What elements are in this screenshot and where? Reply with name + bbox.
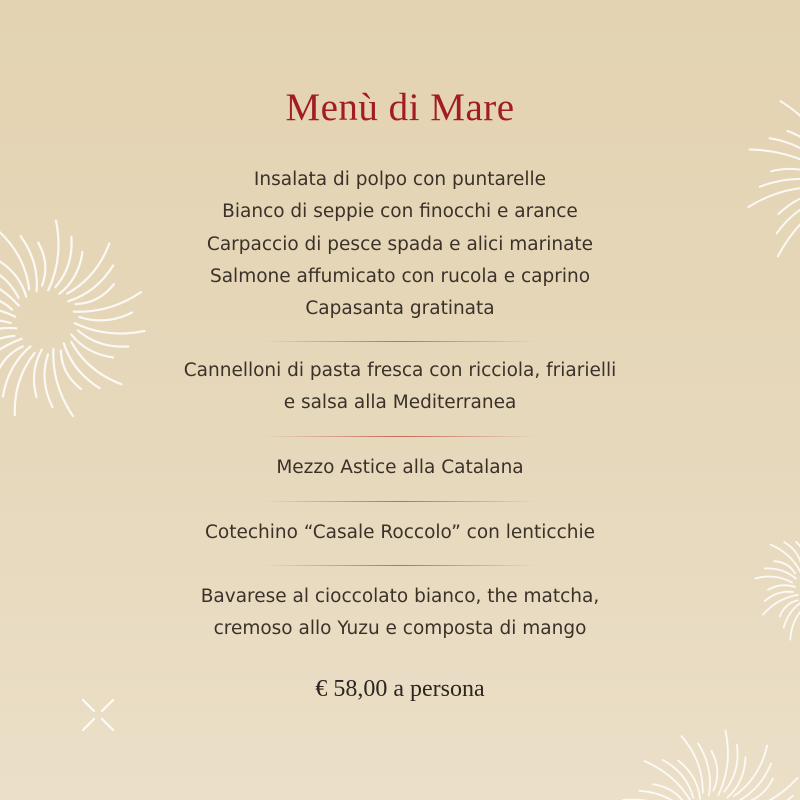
divider bbox=[263, 501, 537, 502]
course-dessert bbox=[0, 581, 800, 646]
divider bbox=[263, 436, 537, 437]
dish-line: Cannelloni di pasta fresca con ricciola, friarielli bbox=[183, 360, 617, 381]
menu-title: Menù di Mare bbox=[285, 86, 515, 129]
dish-line: Insalata di polpo con puntarelle bbox=[253, 169, 547, 190]
dish-line: Bianco di seppie con finocchi e arance bbox=[222, 201, 578, 223]
course-secondo bbox=[0, 452, 800, 484]
dish-line: Bavarese al cioccolato bianco, the matcha, bbox=[200, 586, 600, 607]
dish-line: Mezzo Astice alla Catalana bbox=[276, 457, 524, 478]
divider bbox=[263, 565, 537, 566]
price-per-person: € 58,00 a persona bbox=[315, 676, 485, 702]
course-antipasti bbox=[0, 164, 800, 325]
dish-line: cremoso allo Yuzu e composta di mango bbox=[213, 618, 587, 640]
dish-line: Carpaccio di pesce spada e alici marinate bbox=[206, 233, 594, 255]
course-primo bbox=[0, 355, 800, 420]
divider bbox=[263, 341, 537, 342]
dish-line: e salsa alla Mediterranea bbox=[283, 392, 517, 414]
dish-line: Salmone affumicato con rucola e caprino bbox=[209, 265, 591, 287]
dish-line: Cotechino “Casale Roccolo” con lenticchie bbox=[205, 522, 595, 543]
course-cotechino bbox=[0, 517, 800, 549]
dish-line: Capasanta gratinata bbox=[305, 298, 495, 320]
